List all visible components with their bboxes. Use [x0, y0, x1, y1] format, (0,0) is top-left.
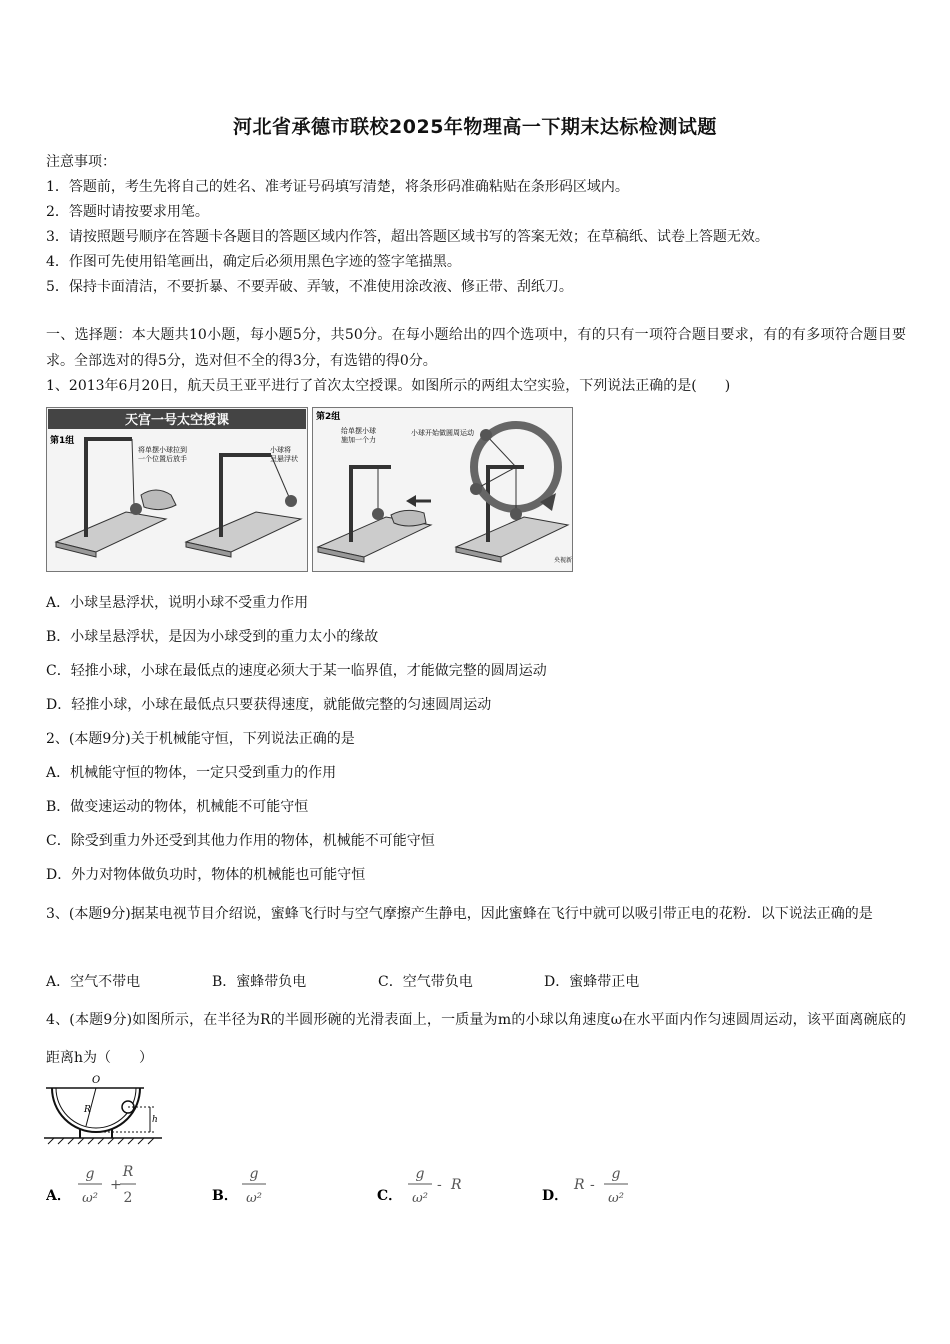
figure-caption: 呈悬浮状 [270, 455, 298, 463]
term-r: R [574, 1177, 585, 1193]
fraction-numerator: g [415, 1166, 425, 1182]
option-label: C． [377, 1188, 403, 1204]
q3-option-a[interactable]: A．空气不带电 [46, 974, 141, 990]
q1-option-a[interactable]: A．小球呈悬浮状，说明小球不受重力作用 [46, 595, 309, 611]
fraction-denominator: 2 [123, 1190, 133, 1206]
notice-item: 5．保持卡面清洁，不要折暴、不要弄破、弄皱，不准使用涂改液、修正带、刮纸刀。 [46, 279, 573, 295]
q2-option-a[interactable]: A．机械能守恒的物体，一定只受到重力的作用 [46, 765, 337, 781]
q2-option-b[interactable]: B．做变速运动的物体，机械能不可能守恒 [46, 799, 309, 815]
page-title: 河北省承德市联校2025年物理高一下期末达标检测试题 [233, 116, 717, 138]
notice-item: 3．请按照题号顺序在答题卡各题目的答题区域内作答，超出答题区域书写的答案无效；在草稿纸、试卷上答题无效。 [46, 229, 769, 245]
figure-group2-label: 第2组 [316, 412, 341, 422]
figure-caption: 一个位置后放手 [138, 455, 187, 463]
fraction-numerator: R [122, 1164, 134, 1180]
q4-option-a[interactable] [46, 1160, 156, 1214]
q3-option-b[interactable]: B．蜜蜂带负电 [212, 974, 307, 990]
q4-option-b[interactable] [212, 1160, 282, 1214]
fraction-denominator: ω² [608, 1191, 624, 1206]
figure-credit: 央视新 [554, 557, 573, 564]
notice-item: 1．答题前，考生先将自己的姓名、准考证号码填写清楚，将条形码准确粘贴在条形码区域内。 [46, 179, 629, 195]
fraction-numerator: g [85, 1166, 95, 1182]
figure-label-r: R [84, 1105, 91, 1115]
figure-caption: 给单摆小球 [341, 427, 376, 435]
option-label: A． [46, 1188, 71, 1204]
q1-option-d[interactable]: D．轻推小球，小球在最低点只要获得速度，就能做完整的匀速圆周运动 [46, 697, 492, 713]
figure-label-h: h [152, 1115, 158, 1125]
figure-group1-label: 第1组 [50, 436, 75, 446]
figure-banner: 天宫一号太空授课 [124, 413, 230, 428]
q1-figure [46, 407, 574, 573]
figure-caption: 施加一个力 [341, 436, 376, 444]
q2-option-c[interactable]: C．除受到重力外还受到其他力作用的物体，机械能不可能守恒 [46, 833, 435, 849]
operator: - [590, 1177, 595, 1193]
notice-item: 4．作图可先使用铅笔画出，确定后必须用黑色字迹的签字笔描黑。 [46, 254, 461, 270]
q1-stem: 1、2013年6月20日，航天员王亚平进行了首次太空授课。如图所示的两组太空实验，下列说法正确的是( ) [46, 378, 731, 394]
figure-caption: 将单摆小球拉到 [138, 446, 187, 454]
q3-option-c[interactable]: C．空气带负电 [378, 974, 473, 990]
fraction-numerator: g [249, 1166, 259, 1182]
q3-stem: 3、(本题9分)据某电视节目介绍说，蜜蜂飞行时与空气摩擦产生静电，因此蜜蜂在飞行中就可以吸引带正电的花粉．以下说法正确的是 [46, 906, 873, 922]
option-label: D． [542, 1188, 569, 1204]
q2-stem: 2、(本题9分)关于机械能守恒，下列说法正确的是 [46, 731, 355, 747]
fraction-numerator: g [611, 1166, 621, 1182]
q4-option-d[interactable] [542, 1160, 642, 1214]
figure-caption: 小球开始做圆周运动 [411, 429, 474, 437]
q4-option-c[interactable] [377, 1160, 477, 1214]
fraction-denominator: ω² [412, 1191, 428, 1206]
fraction-denominator: ω² [246, 1191, 262, 1206]
figure-label-o: O [92, 1075, 101, 1086]
q1-option-c[interactable]: C．轻推小球，小球在最低点的速度必须大于某一临界值，才能做完整的圆周运动 [46, 663, 547, 679]
fraction-denominator: ω² [82, 1191, 98, 1206]
option-label: B． [212, 1188, 238, 1204]
notice-item: 2．答题时请按要求用笔。 [46, 204, 209, 220]
figure-caption: 小球将 [270, 446, 291, 454]
term-r: R [451, 1177, 462, 1193]
q4-figure [44, 1074, 164, 1146]
q3-option-d[interactable]: D．蜜蜂带正电 [544, 974, 640, 990]
q2-option-d[interactable]: D．外力对物体做负功时，物体的机械能也可能守恒 [46, 867, 366, 883]
q3-options [46, 971, 639, 991]
q1-option-b[interactable]: B．小球呈悬浮状，是因为小球受到的重力太小的缘故 [46, 629, 379, 645]
section-instructions: 一、选择题：本大题共10小题，每小题5分，共50分。在每小题给出的四个选项中，有的只有一项符合题目要求，有的有多项符合题目要求。全部选对的得5分，选对但不全的得3分，有选错的得0分。 [46, 327, 906, 369]
notice-heading: 注意事项： [46, 154, 116, 170]
q4-stem: 4、(本题9分)如图所示，在半径为R的半圆形碗的光滑表面上，一质量为m的小球以角速度ω在水平面内作匀速圆周运动，该平面离碗底的距离h为（ ） [46, 1012, 906, 1066]
operator: + [110, 1177, 122, 1193]
operator: - [437, 1177, 442, 1193]
